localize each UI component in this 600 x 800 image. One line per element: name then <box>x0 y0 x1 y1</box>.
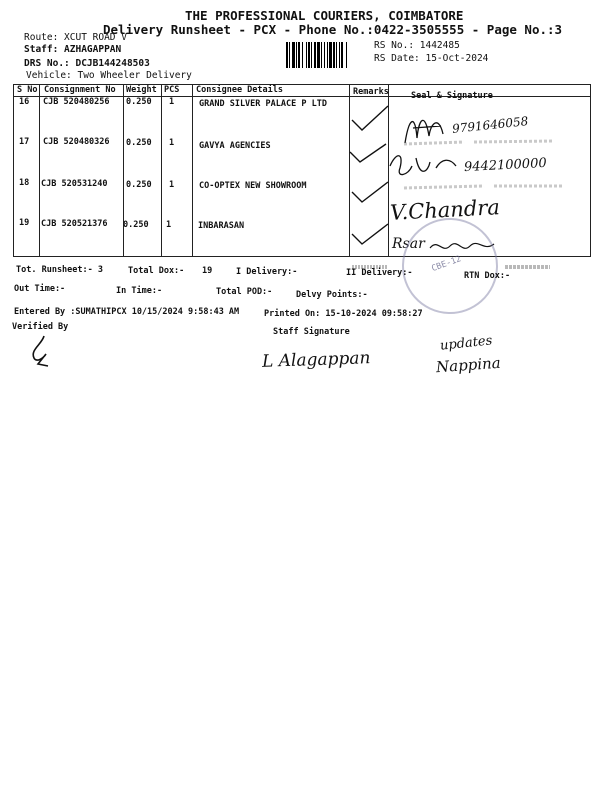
table-row-consignee: CO-OPTEX NEW SHOWROOM <box>199 181 307 191</box>
table-row-weight: 0.250 <box>126 180 152 190</box>
table-row-sno: 19 <box>19 218 30 228</box>
col-seal-signature: Seal & Signature <box>411 91 493 101</box>
check-mark-icon <box>350 222 390 248</box>
staff-label: Staff: AZHAGAPPAN <box>24 44 122 55</box>
in-time-label: In Time:- <box>116 286 163 296</box>
rs-no-label: RS No.: 1442485 <box>374 40 460 51</box>
col-pcs: PCS <box>164 85 180 95</box>
table-row-consignment: CJB 520480256 <box>43 97 110 107</box>
table-row-consignment: CJB 520521376 <box>41 219 108 229</box>
table-row-sno: 16 <box>19 97 30 107</box>
faint-stamp-print <box>404 128 574 228</box>
tot-runsheet: Tot. Runsheet:- 3 <box>16 265 103 275</box>
total-pod-label: Total POD:- <box>216 287 273 297</box>
verified-by-label: Verified By <box>12 322 69 332</box>
table-row-consignee: GAVYA AGENCIES <box>199 141 271 151</box>
col-consignee: Consignee Details <box>196 85 283 95</box>
out-time-label: Out Time:- <box>14 284 66 294</box>
table-row-pcs: 1 <box>169 180 175 190</box>
table-row-consignment: CJB 520480326 <box>43 137 110 147</box>
table-row-pcs: 1 <box>169 97 175 107</box>
vehicle-label: Vehicle: Two Wheeler Delivery <box>26 70 192 81</box>
total-dox-value: 19 <box>202 266 213 276</box>
i-delivery-label: I Delivery:- <box>236 267 298 277</box>
entered-by-label: Entered By :SUMATHIPCX 10/15/2024 9:58:43 AM <box>14 307 240 317</box>
staff-signature-label: Staff Signature <box>273 327 350 337</box>
handwritten-note-line1: updates <box>439 333 493 354</box>
table-row-pcs: 1 <box>169 138 175 148</box>
total-dox-label: Total Dox:- <box>128 266 185 276</box>
table-row-consignee: INBARASAN <box>198 221 245 231</box>
table-row-sno: 17 <box>19 137 30 147</box>
col-sno: S No <box>17 85 38 95</box>
table-row-pcs: 1 <box>166 220 172 230</box>
table-row-consignee: GRAND SILVER PALACE P LTD <box>199 99 327 109</box>
handwritten-name-row18: V.Chandra <box>389 195 501 225</box>
runsheet-title: Delivery Runsheet - PCX - Phone No.:0422-3505555 - Page No.:3 <box>103 22 563 37</box>
printed-on-label: Printed On: 15-10-2024 09:58:27 <box>264 309 423 319</box>
col-consignment: Consignment No <box>44 85 116 95</box>
stamp-text: CBE-12 <box>430 254 463 275</box>
staff-signature-handwritten: L Alagappan <box>261 348 371 372</box>
barcode-bar <box>347 42 348 68</box>
check-mark-icon <box>348 140 388 166</box>
barcode <box>286 42 366 68</box>
table-row-weight: 0.250 <box>123 220 149 230</box>
table-row-sno: 18 <box>19 178 30 188</box>
verifier-signature-scribble <box>24 334 54 368</box>
handwritten-note-line2: Nappina <box>435 353 502 377</box>
ii-delivery-label: II Delivery:- <box>346 268 413 278</box>
check-mark-icon <box>350 180 390 206</box>
faint-stamp-print-row19 <box>505 262 555 272</box>
table-row-weight: 0.250 <box>126 97 152 107</box>
table-row-consignment: CJB 520531240 <box>41 179 108 189</box>
rs-date-label: RS Date: 15-Oct-2024 <box>374 53 489 64</box>
col-remarks: Remarks <box>353 87 389 97</box>
drs-label: DRS No.: DCJB144248503 <box>24 58 150 69</box>
route-label: Route: XCUT ROAD V <box>24 32 127 43</box>
handwritten-phone-row17: 9442100000 <box>463 155 548 176</box>
rtn-dox-label: RTN Dox:- <box>464 271 511 281</box>
table-row-weight: 0.250 <box>126 138 152 148</box>
handwritten-phone-row16: 9791646058 <box>451 114 529 136</box>
handwritten-name-row19: Rsar <box>392 236 425 252</box>
col-weight: Weight <box>126 85 157 95</box>
delvy-points-label: Delvy Points:- <box>296 290 368 300</box>
company-title: THE PROFESSIONAL COURIERS, COIMBATORE <box>185 8 464 23</box>
check-mark-icon <box>350 104 390 134</box>
